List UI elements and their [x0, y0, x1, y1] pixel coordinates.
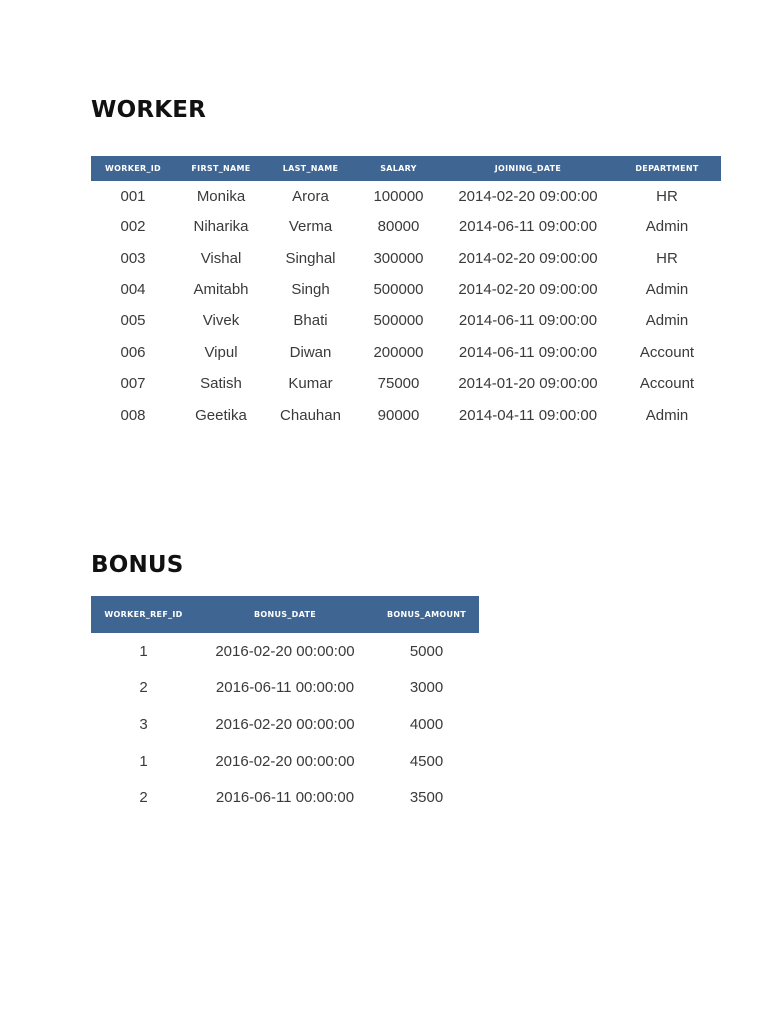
first-name-cell: Amitabh — [193, 280, 249, 298]
worker-id-cell: 005 — [120, 312, 146, 330]
worker-id-cell: 003 — [120, 249, 146, 267]
column-header-bonus-amount: BONUS_AMOUNT — [374, 596, 479, 633]
table-row — [91, 242, 721, 273]
column-header-worker-id: WORKER_ID — [91, 156, 175, 181]
bonus-section-title: BONUS — [91, 552, 184, 578]
last-name-cell: Diwan — [289, 343, 332, 361]
department-cell: Admin — [645, 312, 689, 330]
salary-cell: 500000 — [373, 312, 424, 330]
column-header-worker-ref-id: WORKER_REF_ID — [91, 596, 196, 633]
last-name-cell: Verma — [288, 218, 333, 236]
worker-id-cell: 002 — [120, 218, 146, 236]
table-row — [91, 181, 721, 211]
column-header-joining-date: JOINING_DATE — [443, 156, 613, 181]
department-cell: HR — [656, 187, 678, 205]
last-name-cell: Singh — [291, 280, 330, 298]
bonus-table — [91, 596, 479, 816]
salary-cell: 100000 — [373, 187, 424, 205]
department-cell: Admin — [645, 280, 689, 298]
table-row — [91, 779, 479, 816]
salary-cell: 80000 — [377, 218, 420, 236]
column-header-first-name: FIRST_NAME — [175, 156, 267, 181]
first-name-cell: Monika — [196, 187, 246, 205]
bonus-amount-cell: 3500 — [409, 789, 444, 807]
joining-date-cell: 2014-06-11 09:00:00 — [458, 218, 598, 236]
salary-cell: 500000 — [373, 280, 424, 298]
table-row — [91, 633, 479, 670]
first-name-cell: Vivek — [202, 312, 240, 330]
table-row — [91, 368, 721, 399]
department-cell: HR — [656, 249, 678, 267]
worker-header-row — [91, 156, 721, 181]
worker-ref-id-cell: 1 — [139, 752, 148, 770]
bonus-amount-cell: 4000 — [409, 715, 444, 733]
department-cell: Account — [639, 343, 695, 361]
joining-date-cell: 2014-06-11 09:00:00 — [458, 312, 598, 330]
column-header-bonus-date: BONUS_DATE — [196, 596, 374, 633]
table-row — [91, 274, 721, 305]
column-header-last-name: LAST_NAME — [267, 156, 354, 181]
department-cell: Admin — [645, 406, 689, 424]
worker-id-cell: 004 — [120, 280, 146, 298]
bonus-date-cell: 2016-02-20 00:00:00 — [215, 752, 355, 770]
last-name-cell: Singhal — [285, 249, 336, 267]
first-name-cell: Geetika — [195, 406, 247, 424]
table-row — [91, 743, 479, 780]
first-name-cell: Satish — [200, 375, 242, 393]
salary-cell: 90000 — [377, 406, 420, 424]
bonus-amount-cell: 5000 — [409, 642, 444, 660]
last-name-cell: Arora — [292, 187, 329, 205]
joining-date-cell: 2014-02-20 09:00:00 — [458, 187, 598, 205]
bonus-date-cell: 2016-02-20 00:00:00 — [215, 715, 355, 733]
worker-ref-id-cell: 2 — [139, 679, 148, 697]
salary-cell: 200000 — [373, 343, 424, 361]
table-row — [91, 337, 721, 368]
table-row — [91, 305, 721, 336]
worker-table — [91, 156, 721, 431]
bonus-date-cell: 2016-06-11 00:00:00 — [215, 679, 355, 697]
table-row — [91, 706, 479, 743]
table-row — [91, 670, 479, 707]
worker-ref-id-cell: 1 — [139, 642, 148, 660]
worker-id-cell: 001 — [120, 187, 146, 205]
worker-section-title: WORKER — [91, 97, 207, 123]
first-name-cell: Niharika — [193, 218, 249, 236]
first-name-cell: Vishal — [200, 249, 242, 267]
joining-date-cell: 2014-04-11 09:00:00 — [458, 406, 598, 424]
worker-id-cell: 006 — [120, 343, 146, 361]
joining-date-cell: 2014-02-20 09:00:00 — [458, 249, 598, 267]
department-cell: Account — [639, 375, 695, 393]
salary-cell: 75000 — [377, 375, 420, 393]
table-row — [91, 211, 721, 242]
joining-date-cell: 2014-06-11 09:00:00 — [458, 343, 598, 361]
joining-date-cell: 2014-02-20 09:00:00 — [458, 280, 598, 298]
last-name-cell: Kumar — [288, 375, 333, 393]
worker-id-cell: 008 — [120, 406, 146, 424]
bonus-amount-cell: 3000 — [409, 679, 444, 697]
last-name-cell: Bhati — [293, 312, 328, 330]
column-header-salary: SALARY — [354, 156, 443, 181]
last-name-cell: Chauhan — [280, 406, 341, 424]
bonus-amount-cell: 4500 — [409, 752, 444, 770]
bonus-header-row — [91, 596, 479, 633]
table-row — [91, 399, 721, 430]
salary-cell: 300000 — [373, 249, 424, 267]
first-name-cell: Vipul — [204, 343, 238, 361]
worker-ref-id-cell: 2 — [139, 789, 148, 807]
department-cell: Admin — [645, 218, 689, 236]
joining-date-cell: 2014-01-20 09:00:00 — [458, 375, 598, 393]
worker-id-cell: 007 — [120, 375, 146, 393]
bonus-date-cell: 2016-06-11 00:00:00 — [215, 789, 355, 807]
bonus-date-cell: 2016-02-20 00:00:00 — [215, 642, 355, 660]
column-header-department: DEPARTMENT — [613, 156, 721, 181]
worker-ref-id-cell: 3 — [139, 715, 148, 733]
